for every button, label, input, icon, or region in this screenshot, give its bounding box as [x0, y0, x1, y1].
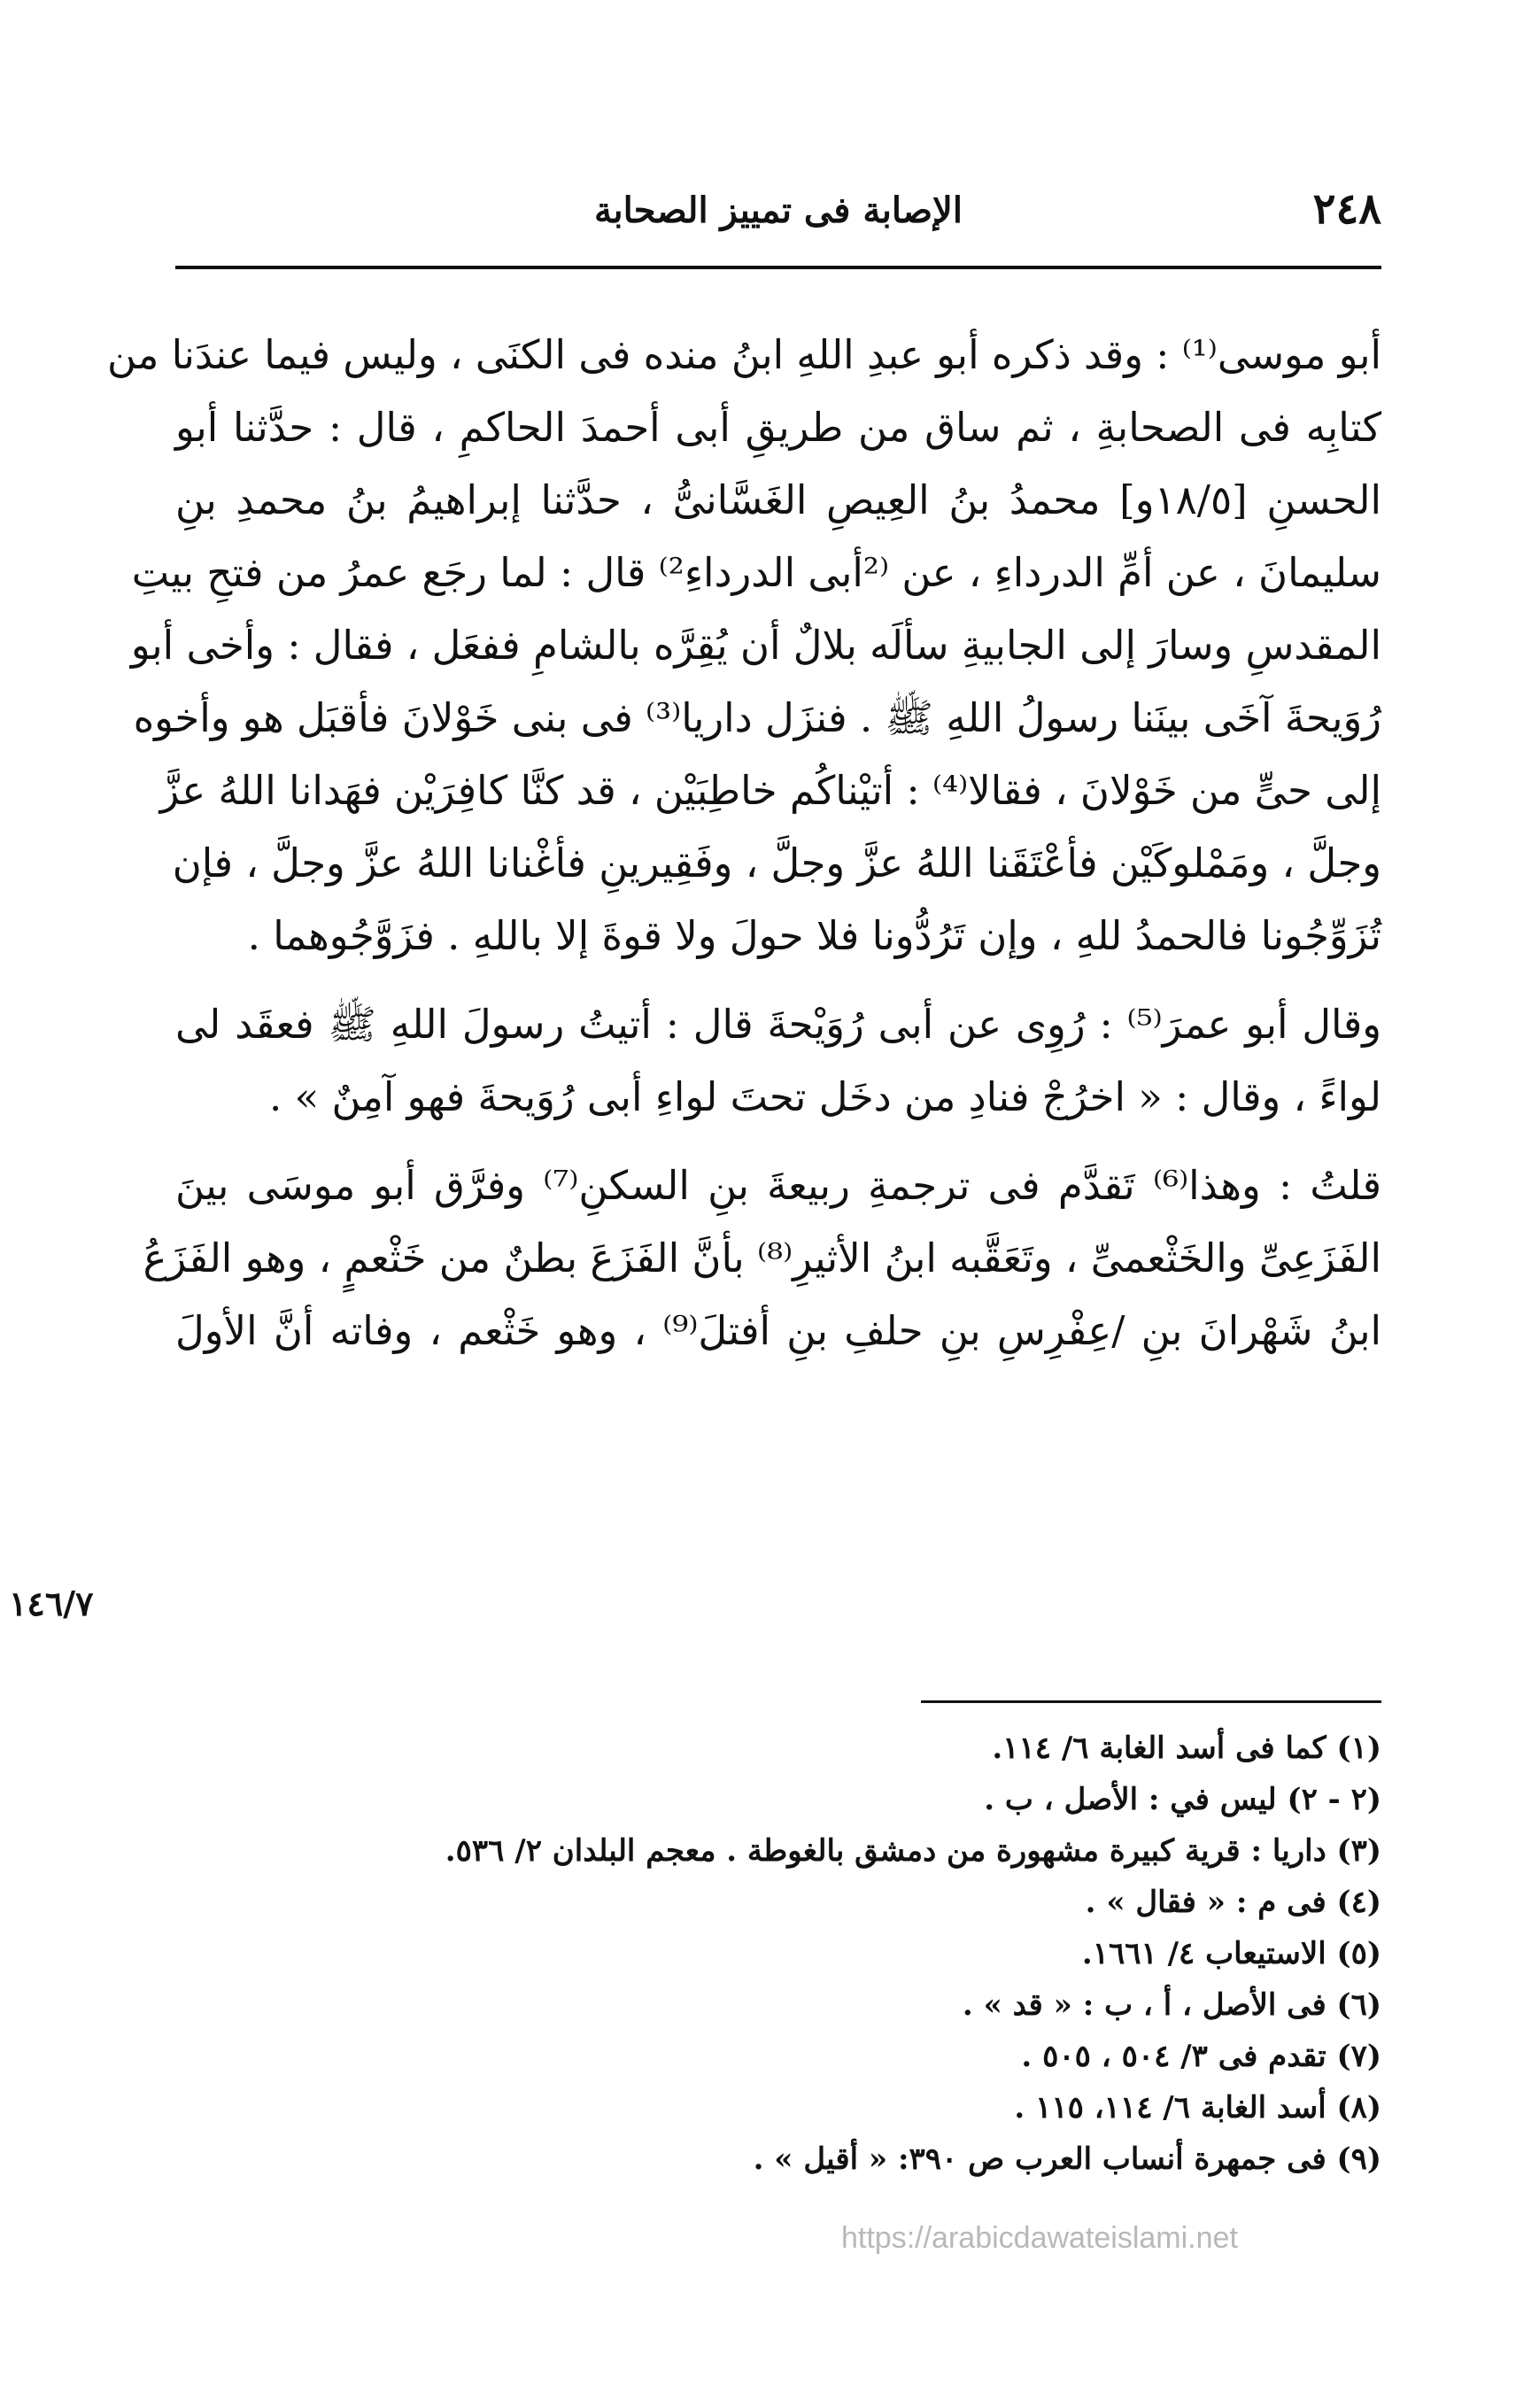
footnote: (٤) فى م : « فقال » .	[1085, 1885, 1381, 1920]
text-line: إلى حىٍّ من خَوْلانَ ، فقالا⁽⁴⁾ : أتيْناكُم خاطِبَيْن ، قد كنَّا كافِرَيْن فهَدانا اللهُ عزَّ	[159, 767, 1381, 814]
footnote: (٥) الاستيعاب ٤/ ١٦٦١.	[1081, 1936, 1381, 1971]
footnote: (١) كما فى أسد الغابة ٦/ ١١٤.	[992, 1731, 1381, 1766]
paragraph	[175, 988, 1381, 1134]
text-line: كتابِه فى الصحابةِ ، ثم ساق من طريقِ أبى أحمدَ الحاكمِ ، قال : حدَّثنا أبو	[175, 404, 1381, 451]
text-line: ابنُ شَهْرانَ بنِ /عِفْرِسِ بنِ حلفِ بنِ أفتلَ⁽⁹⁾ ، وهو خَثْعم ، وفاته أنَّ الأولَ	[175, 1307, 1381, 1354]
text-line: تُزَوِّجُونا فالحمدُ للهِ ، وإن تَرُدُّونا فلا حولَ ولا قوةَ إلا باللهِ . فزَوَّجُوهما .	[247, 912, 1381, 959]
text-line: سليمانَ ، عن أمِّ الدرداءِ ، عن ⁽²أبى الدرداءِ²⁾ قال : لما رجَع عمرُ من فتحِ بيتِ	[131, 549, 1381, 596]
main-text	[106, 319, 1382, 1383]
paragraph	[143, 1150, 1381, 1367]
header-rule	[175, 266, 1381, 269]
footnotes	[175, 1723, 1381, 2185]
footnote: (٣) داريا : قرية كبيرة مشهورة من دمشق بالغوطة . معجم البلدان ٢/ ٥٣٦.	[445, 1833, 1381, 1869]
footnote: (٦) فى الأصل ، أ ، ب : « قد » .	[962, 1987, 1381, 2023]
footnote: (٢ - ٢) ليس في : الأصل ، ب .	[984, 1782, 1381, 1817]
running-title: الإصابة فى تمييز الصحابة	[594, 190, 963, 231]
text-line: المقدسِ وسارَ إلى الجابيةِ سألَه بلالٌ أن يُقِرَّه بالشامِ ففعَل ، فقال : وأخى أبو	[130, 622, 1381, 669]
page-number: ٢٤٨	[1312, 184, 1381, 234]
text-line: الفَزَعِىِّ والخَثْعمىِّ ، وتَعَقَّبه ابنُ الأثيرِ⁽⁸⁾ بأنَّ الفَزَعَ بطنٌ من خَثْعمٍ ، وهو الفَزَعُ	[143, 1235, 1381, 1281]
footnote-rule	[921, 1700, 1381, 1703]
paragraph	[106, 319, 1381, 972]
text-line: قلتُ : وهذا⁽⁶⁾ تَقدَّم فى ترجمةِ ربيعةَ بنِ السكنِ⁽⁷⁾ وفرَّق أبو موسَى بينَ	[175, 1162, 1381, 1209]
text-line: الحسنِ [١٨/٥و] محمدُ بنُ العِيصِ الغَسَّانىُّ ، حدَّثنا إبراهيمُ بنُ محمدِ بنِ	[175, 476, 1381, 523]
page-header	[175, 177, 1381, 239]
text-line: لواءً ، وقال : « اخرُجْ فنادِ من دخَل تحتَ لواءِ أبى رُوَيحةَ فهو آمِنٌ » .	[269, 1073, 1381, 1120]
footnote: (٧) تقدم فى ٣/ ٥٠٤ ، ٥٠٥ .	[1021, 2039, 1381, 2074]
footnote: (٩) فى جمهرة أنساب العرب ص ٣٩٠: « أقيل » .	[753, 2141, 1381, 2177]
text-line: وقال أبو عمرَ⁽⁵⁾ : رُوِى عن أبى رُوَيْحةَ قال : أتيتُ رسولَ اللهِ ﷺ فعقَد لى	[175, 1001, 1382, 1048]
watermark-url: https://arabicdawateislami.net	[841, 2221, 1238, 2255]
text-line: رُوَيحةَ آخَى بينَنا رسولُ اللهِ ﷺ . فنزَل داريا⁽³⁾ فى بنى خَوْلانَ فأقبَل هو وأخوه	[133, 694, 1381, 741]
text-line: أبو موسى⁽¹⁾ : وقد ذكره أبو عبدِ اللهِ ابنُ منده فى الكنَى ، وليس فيما عندَنا من	[106, 331, 1381, 378]
text-line: وجلَّ ، ومَمْلوكَيْن فأعْتَقَنا اللهُ عزَّ وجلَّ ، وفَقِيرينِ فأغْنانا اللهُ عزَّ وجلَّ ، فإن	[172, 840, 1381, 887]
footnote: (٨) أسد الغابة ٦/ ١١٤، ١١٥ .	[1014, 2090, 1381, 2125]
margin-reference: ١٤٦/٧	[9, 1583, 94, 1623]
